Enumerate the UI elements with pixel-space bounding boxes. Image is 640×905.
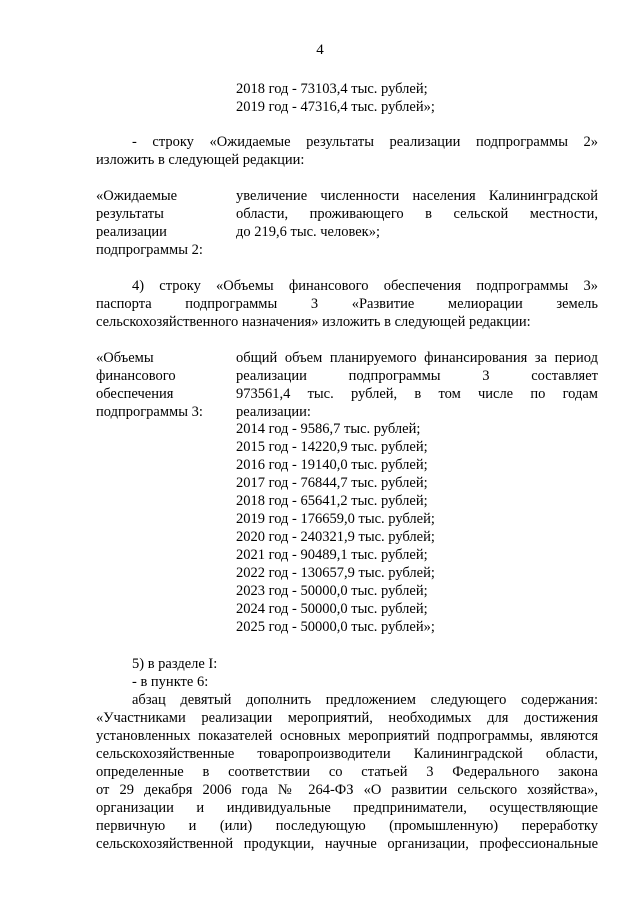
funding-value-intro: общий объем планируемого финансирования за период [236,350,598,366]
top-year-line: 2019 год - 47316,4 тыс. рублей»; [236,99,435,115]
funding-value-intro: реализации: [236,404,311,420]
expected-results-label: результаты [96,206,164,222]
item-4-intro-line: 4) строку «Объемы финансового обеспечения подпрограммы 3» [132,278,598,294]
item-5-heading: 5) в разделе I: [132,656,218,672]
expected-results-label: подпрограммы 2: [96,242,203,258]
funding-year-line: 2020 год - 240321,9 тыс. рублей; [236,529,435,545]
item-5-text-line: сельскохозяйственные товаропроизводители Калининградской области, [96,746,598,762]
funding-year-line: 2019 год - 176659,0 тыс. рублей; [236,511,435,527]
item-5-text-line: абзац девятый дополнить предложением следующего содержания: [132,692,598,708]
funding-value-intro: реализации подпрограммы 3 составляет [236,368,598,384]
funding-year-line: 2025 год - 50000,0 тыс. рублей»; [236,619,435,635]
item-5-text-line: первичную и (или) последующую (промышленную) переработку [96,818,598,834]
funding-year-line: 2024 год - 50000,0 тыс. рублей; [236,601,428,617]
expected-results-label: «Ожидаемые [96,188,178,204]
item-5-text-line: определенные в соответствии со статьей 3 Федерального закона [96,764,598,780]
funding-year-line: 2023 год - 50000,0 тыс. рублей; [236,583,428,599]
funding-year-line: 2016 год - 19140,0 тыс. рублей; [236,457,428,473]
funding-label: «Объемы [96,350,154,366]
expected-results-label: реализации [96,224,167,240]
funding-label: подпрограммы 3: [96,404,203,420]
page-number: 4 [316,42,324,58]
expected-results-value: увеличение численности населения Калининградской [236,188,598,204]
expected-results-intro-line: изложить в следующей редакции: [96,152,305,168]
item-5-text-line: организации и индивидуальные предприниматели, осуществляющие [96,800,598,816]
item-5-text-line: «Участниками реализации мероприятий, необходимых для достижения [96,710,598,726]
expected-results-value: до 219,6 тыс. человек»; [236,224,381,240]
item-5-text-line: установленных показателей основных мероприятий подпрограммы, являются [96,728,598,744]
item-4-intro-line: сельскохозяйственного назначения» изложить в следующей редакции: [96,314,531,330]
item-5-text-line: сельскохозяйственной продукции, научные организации, профессиональные [96,836,598,852]
item-4-intro-line: паспорта подпрограммы 3 «Развитие мелиорации земель [96,296,598,312]
funding-year-line: 2021 год - 90489,1 тыс. рублей; [236,547,428,563]
funding-label: финансового [96,368,176,384]
funding-value-intro: 973561,4 тыс. рублей, в том числе по годам [236,386,598,402]
funding-year-line: 2014 год - 9586,7 тыс. рублей; [236,421,421,437]
funding-year-line: 2015 год - 14220,9 тыс. рублей; [236,439,428,455]
funding-year-line: 2017 год - 76844,7 тыс. рублей; [236,475,428,491]
expected-results-value: области, проживающего в сельской местности, [236,206,598,222]
expected-results-intro-line: - строку «Ожидаемые результаты реализации подпрограммы 2» [132,134,598,150]
funding-year-line: 2018 год - 65641,2 тыс. рублей; [236,493,428,509]
top-year-line: 2018 год - 73103,4 тыс. рублей; [236,81,428,97]
item-5-subheading: - в пункте 6: [132,674,209,690]
funding-year-line: 2022 год - 130657,9 тыс. рублей; [236,565,435,581]
item-5-text-line: от 29 декабря 2006 года № 264-ФЗ «О развитии сельского хозяйства», [96,782,598,798]
funding-label: обеспечения [96,386,174,402]
